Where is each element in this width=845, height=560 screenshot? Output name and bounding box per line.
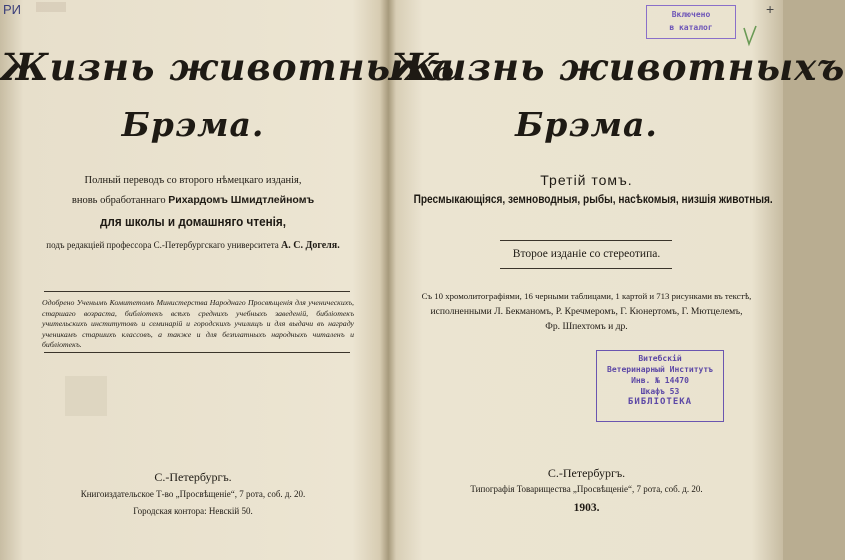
- contents-wrap: [390, 194, 783, 206]
- left-title: Жизнь животныхъ: [0, 45, 456, 89]
- approval-text: Одобрено Ученымъ Комитетомъ Министерства Народнаго Просвѣщенія для ученическихъ, старшаго возраста, библіотекъ всѣхъ среднихъ учебныхъ заведеній, библіотекъ учительскихъ институтовъ и семинарій и городскихъ училищъ и для выдачи въ награду ученикамъ старшихъ классовъ, а также и для безплатныхъ народныхъ читаленъ и библіотекъ.: [42, 298, 354, 349]
- publication-year: 1903.: [573, 502, 600, 514]
- right-title: Жизнь животныхъ: [390, 45, 845, 89]
- contents-line: Пресмыкающіяся, земноводныя, рыбы, насѣкомыя, низшія животныя.: [413, 194, 773, 206]
- illustrations-line-1: Съ 10 хромолитографіями, 16 черными таблицами, 1 картой и 713 рисунками въ текстѣ,: [421, 291, 752, 301]
- library-stamp: [596, 350, 724, 422]
- left-publisher: Книгоиздательское Т-во „Просвѣщеніе“, 7 рота, соб. д. 20.: [80, 489, 306, 499]
- faded-stamp: [65, 376, 107, 416]
- left-rule-top: [44, 291, 350, 292]
- illustrations-line-2: исполненными Л. Бекманомъ, Р. Кречмеромъ, Г. Кюнертомъ, Г. Мютцелемъ,: [430, 306, 743, 317]
- editor-name: А. С. Догеля.: [281, 240, 340, 251]
- left-line-2: [0, 194, 386, 206]
- right-city: С.-Петербургъ.: [547, 466, 626, 480]
- right-subtitle: Брэма.: [515, 105, 658, 144]
- catalog-stamp: [646, 5, 736, 39]
- left-line-4: [0, 240, 386, 251]
- right-page: [390, 0, 845, 560]
- catalog-stamp-line: в каталог: [669, 23, 713, 32]
- left-line-2-prefix: вновь обработаннаго: [71, 195, 166, 206]
- illustrations-line-3: Фр. Шпехтомъ и др.: [545, 321, 628, 332]
- library-stamp-line: БИБЛІОТЕКА: [627, 397, 693, 407]
- left-rule-bottom: [44, 352, 350, 353]
- translator-name: Рихардомъ Шмидтлейномъ: [168, 194, 315, 206]
- faded-stamp: [36, 2, 66, 12]
- library-stamp-line: Инв. № 14470: [631, 376, 689, 385]
- left-line-1: Полный переводъ со второго нѣмецкаго изданія,: [84, 175, 302, 186]
- corner-mark: РИ: [3, 2, 22, 17]
- catalog-stamp-line: Включено: [671, 10, 711, 19]
- library-stamp-line: Витебскій: [638, 354, 682, 363]
- pencil-mark: +: [766, 1, 775, 17]
- volume-label: Третій томъ.: [540, 172, 633, 188]
- left-line-3-wrap: [0, 214, 386, 229]
- library-stamp-line: Ветеринарный Институтъ: [607, 365, 713, 374]
- left-city: С.-Петербургъ.: [154, 470, 232, 484]
- right-printer: Типографія Товарищества „Просвѣщеніе“, 7 рота, соб. д. 20.: [470, 484, 703, 494]
- edition-label: Второе изданіе со стереотипа.: [512, 248, 661, 260]
- left-line-3: для школы и домашняго чтенія,: [100, 214, 286, 229]
- left-office: Городская контора: Невскій 50.: [133, 506, 253, 516]
- library-stamp-line: Шкафъ 53: [640, 387, 680, 396]
- right-rule-top: [500, 240, 672, 241]
- right-rule-bottom: [500, 268, 672, 269]
- left-subtitle: Брэма.: [121, 105, 265, 144]
- left-line-4-prefix: подъ редакціей профессора С.-Петербургскаго университета: [46, 240, 279, 250]
